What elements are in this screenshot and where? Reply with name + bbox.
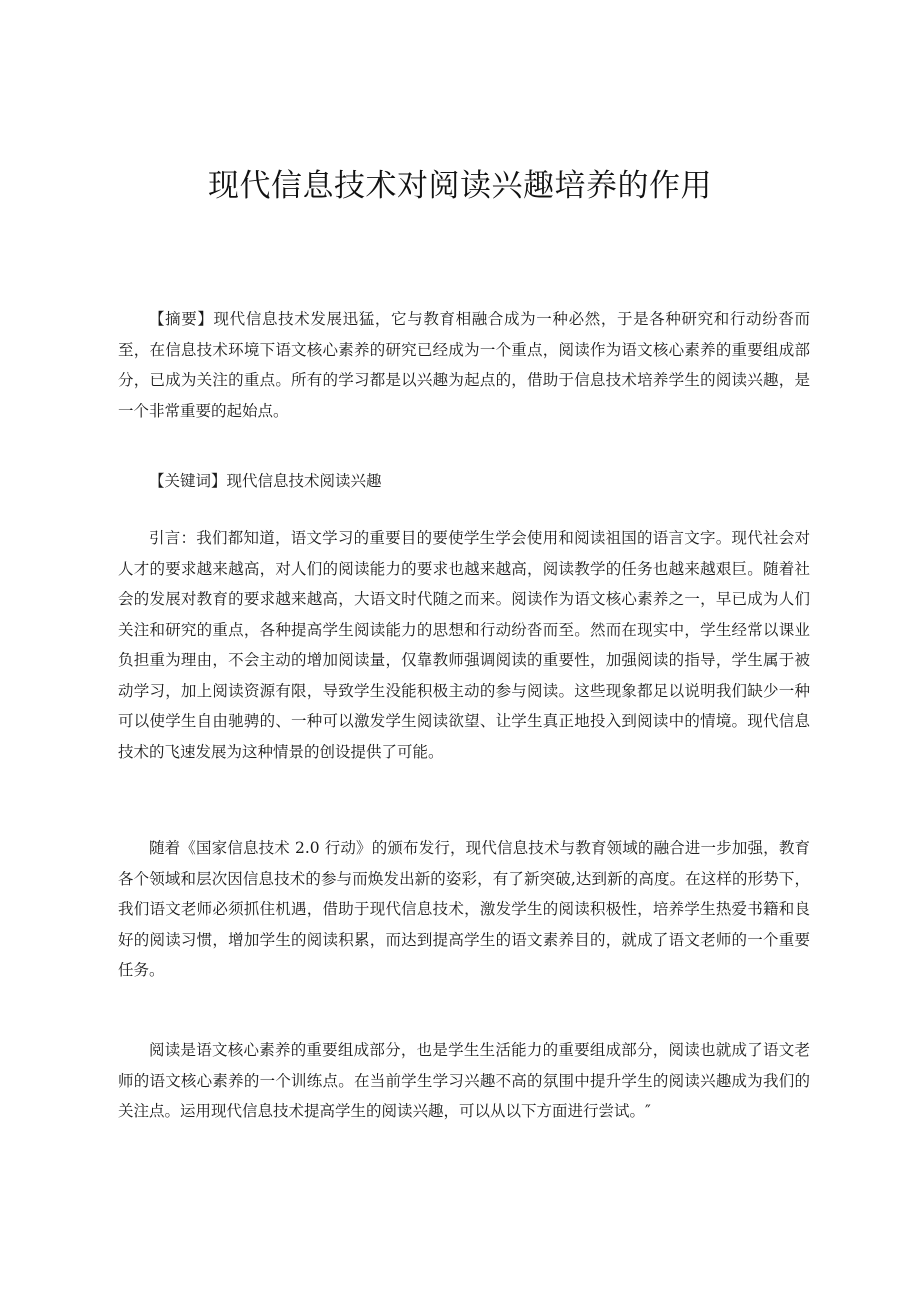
reading-paragraph: 阅读是语文核心素养的重要组成部分，也是学生生活能力的重要组成部分，阅读也就成了语文老师的语文核心素养的一个训练点。在当前学生学习兴趣不高的氛围中提升学生的阅读兴趣成为我们的关注点。运用现代信息技术提高学生的阅读兴趣，可以从以下方面进行尝试。″ [118, 1041, 810, 1120]
keywords-paragraph: 【关键词】现代信息技术阅读兴趣 [149, 472, 382, 490]
document-title: 现代信息技术对阅读兴趣培养的作用 [208, 168, 712, 204]
abstract-paragraph: 【摘要】现代信息技术发展迅猛，它与教育相融合成为一种必然，于是各种研究和行动纷沓而至，在信息技术环境下语文核心素养的研究已经成为一个重点，阅读作为语文核心素养的重要组成部分，已成为关注的重点。所有的学习都是以兴趣为起点的，借助于信息技术培养学生的阅读兴趣，是一个非常重要的起始点。 [118, 310, 810, 420]
intro-paragraph: 引言：我们都知道，语文学习的重要目的要使学生学会使用和阅读祖国的语言文字。现代社会对人才的要求越来越高，对人们的阅读能力的要求也越来越高，阅读教学的任务也越来越艰巨。随着社会的发展对教育的要求越来越高，大语文时代随之而来。阅读作为语文核心素养之一，早已成为人们关注和研究的重点，各种提高学生阅读能力的思想和行动纷沓而至。然而在现实中，学生经常以课业负担重为理由，不会主动的增加阅读量，仅靠教师强调阅读的重要性，加强阅读的指导，学生属于被动学习，加上阅读资源有限，导致学生没能积极主动的参与阅读。这些现象都足以说明我们缺少一种可以使学生自由驰骋的、一种可以激发学生阅读欲望、让学生真正地投入到阅读中的情境。现代信息技术的飞速发展为这种情景的创设提供了可能。 [118, 529, 810, 761]
policy-paragraph: 随着《国家信息技术 2.0 行动》的颁布发行，现代信息技术与教育领域的融合进一步加强，教育各个领域和层次因信息技术的参与而焕发出新的姿彩，有了新突破,达到新的高度。在这样的形势下，我们语文老师必须抓住机遇，借助于现代信息技术，激发学生的阅读积极性，培养学生热爱书籍和良好的阅读习惯，增加学生的阅读积累，而达到提高学生的语文素养目的，就成了语文老师的一个重要任务。 [118, 839, 810, 979]
